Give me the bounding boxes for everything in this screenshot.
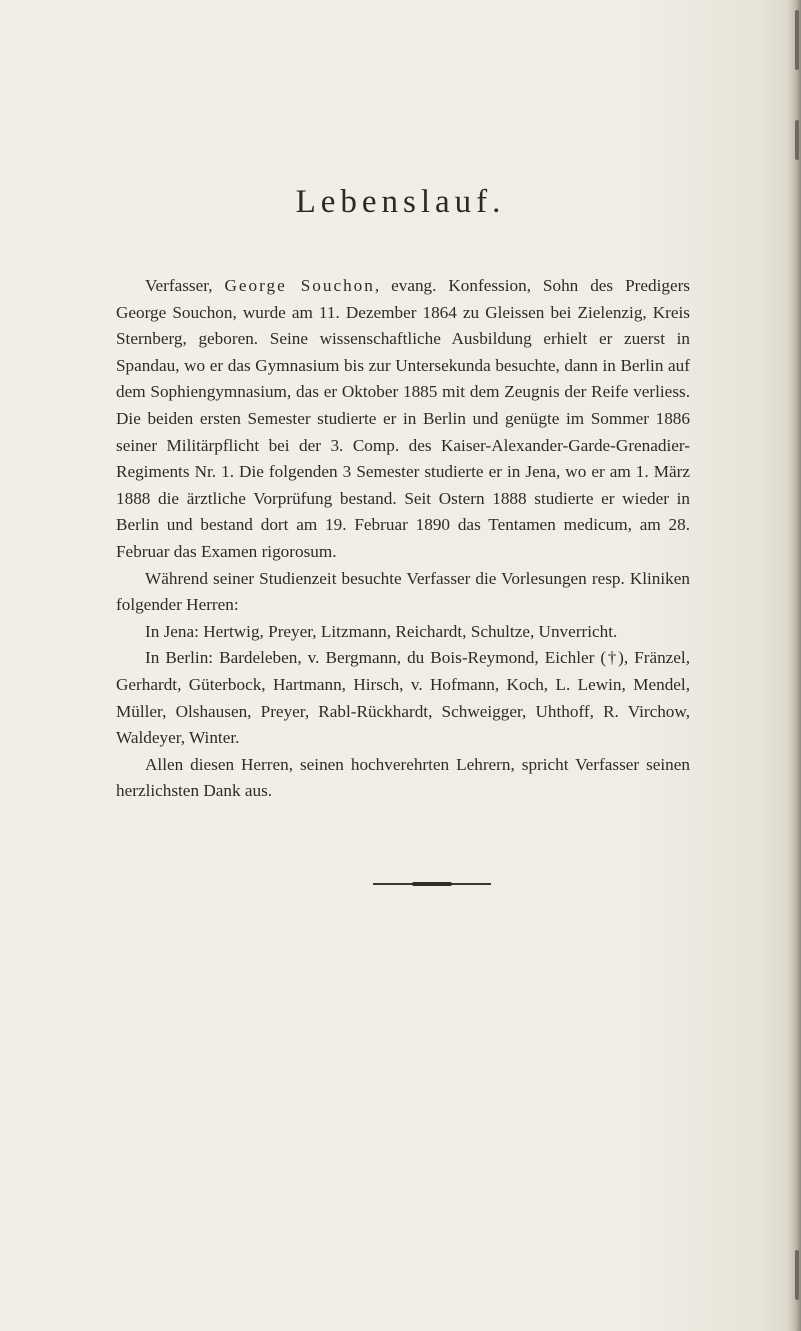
author-name: George Souchon [224, 276, 375, 295]
page-edge-mark [795, 120, 799, 160]
document-body [116, 273, 690, 805]
paragraph-lecturers-intro: Während seiner Studienzeit besuchte Verfasser die Vorlesungen resp. Kliniken folgender Herren: [116, 568, 690, 615]
closing-rule-ornament [412, 882, 452, 886]
page-edge-mark [795, 10, 799, 70]
paragraph-jena-lecturers: In Jena: Hertwig, Preyer, Litzmann, Reichardt, Schultze, Unverricht. [145, 621, 618, 641]
document-title: Lebenslauf. [295, 184, 506, 221]
page-edge-mark [795, 1250, 799, 1300]
text-run: , evang. Konfession, Sohn des Predigers George Souchon, wurde am 11. Dezember 1864 zu Gleissen bei Zielenzig, Kreis Sternberg, geboren. Seine wissenschaftliche Ausbildung erhielt er zuerst in Spandau, wo er das Gymnasium bis zur Untersekunda besuchte, dann in Berlin auf dem Sophiengymnasium, das er Oktober 1885 mit dem Zeugnis der Reife verliess. Die beiden ersten Semester studierte er in Berlin und genügte im Sommer 1886 seiner Militärpflicht bei der 3. Comp. des Kaiser-Alexander-Garde-Grenadier-Regiments Nr. 1. Die folgenden 3 Semester studierte er in Jena, wo er am 1. März 1888 die ärztliche Vorprüfung bestand. Seit Ostern 1888 studierte er wieder in Berlin und bestand dort am 19. Februar 1890 das Tentamen medicum, am 28. Februar das Examen rigorosum. [116, 276, 690, 561]
text-run: Verfasser, [145, 276, 225, 295]
paragraph-berlin-lecturers: In Berlin: Bardeleben, v. Bergmann, du Bois-Reymond, Eichler (†), Fränzel, Gerhardt, Güterbock, Hartmann, Hirsch, v. Hofmann, Koch, L. Lewin, Mendel, Müller, Olshausen, Preyer, Rabl-Rückhardt, Schweigger, Uhthoff, R. Virchow, Waldeyer, Winter. [116, 648, 690, 748]
paragraph-thanks: Allen diesen Herren, seinen hochverehrten Lehrern, spricht Verfasser seinen herzlichsten Dank aus. [116, 754, 690, 801]
paragraph-biography [116, 273, 690, 566]
